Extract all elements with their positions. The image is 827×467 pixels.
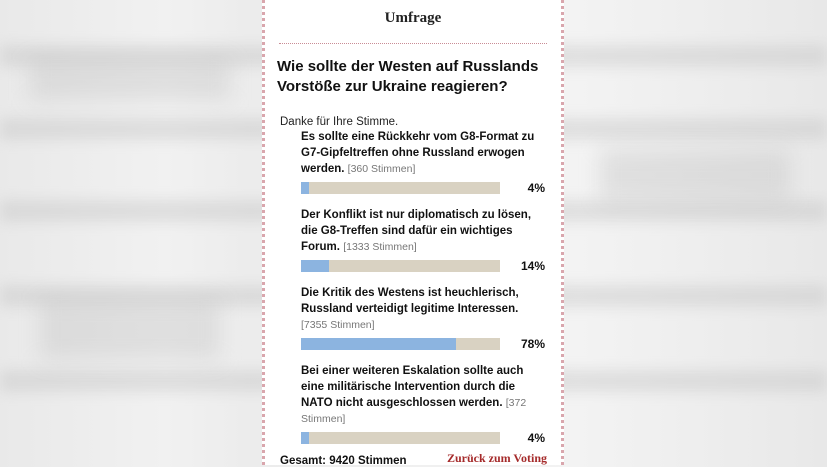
option-vote-count: [7355 Stimmen] <box>301 319 375 331</box>
result-bar-fill <box>301 182 309 194</box>
poll-option <box>301 363 547 445</box>
option-text <box>301 363 547 427</box>
result-bar-fill <box>301 338 456 350</box>
option-vote-count: [360 Stimmen] <box>347 163 416 175</box>
total-votes: Gesamt: 9420 Stimmen <box>280 455 407 467</box>
option-text <box>301 129 547 177</box>
poll-options <box>265 129 561 445</box>
option-label: Bei einer weiteren Eskalation sollte auch eine militärische Intervention durch die NATO nicht ausgeschlossen werden. <box>301 365 524 409</box>
poll-option <box>301 207 547 273</box>
option-label: Es sollte eine Rückkehr vom G8-Format zu G7-Gipfeltreffen ohne Russland erwogen werden. <box>301 131 535 175</box>
result-percent: 14% <box>520 259 545 273</box>
result-bar-row <box>301 429 547 445</box>
option-label: Die Kritik des Westens ist heuchlerisch, Russland verteidigt legitime Interessen. <box>301 287 519 315</box>
result-percent: 4% <box>527 431 545 445</box>
result-bar-row <box>301 179 547 195</box>
poll-header: Umfrage <box>384 9 442 26</box>
option-vote-count: [372 Stimmen] <box>301 397 527 425</box>
option-text <box>301 207 547 255</box>
option-vote-count: [1333 Stimmen] <box>343 241 417 253</box>
poll-widget <box>262 0 564 465</box>
poll-option <box>301 129 547 195</box>
result-bar-track <box>301 432 500 444</box>
result-bar-track <box>301 182 500 194</box>
option-label: Der Konflikt ist nur diplomatisch zu lösen, die G8-Treffen sind dafür ein wichtiges Forum. <box>301 209 532 253</box>
result-bar-fill <box>301 432 309 444</box>
poll-question: Wie sollte der Westen auf Russlands Vorstöße zur Ukraine reagieren? <box>277 58 539 95</box>
result-bar-row <box>301 335 547 351</box>
poll-option <box>301 285 547 351</box>
header-divider <box>279 43 547 44</box>
option-text <box>301 285 547 333</box>
result-bar-track <box>301 338 500 350</box>
result-percent: 4% <box>527 181 545 195</box>
result-bar-track <box>301 260 500 272</box>
result-bar-fill <box>301 260 329 272</box>
result-percent: 78% <box>520 337 545 351</box>
back-to-voting-link[interactable]: Zurück zum Voting <box>446 451 547 465</box>
result-bar-row <box>301 257 547 273</box>
thanks-message: Danke für Ihre Stimme. <box>280 116 399 128</box>
